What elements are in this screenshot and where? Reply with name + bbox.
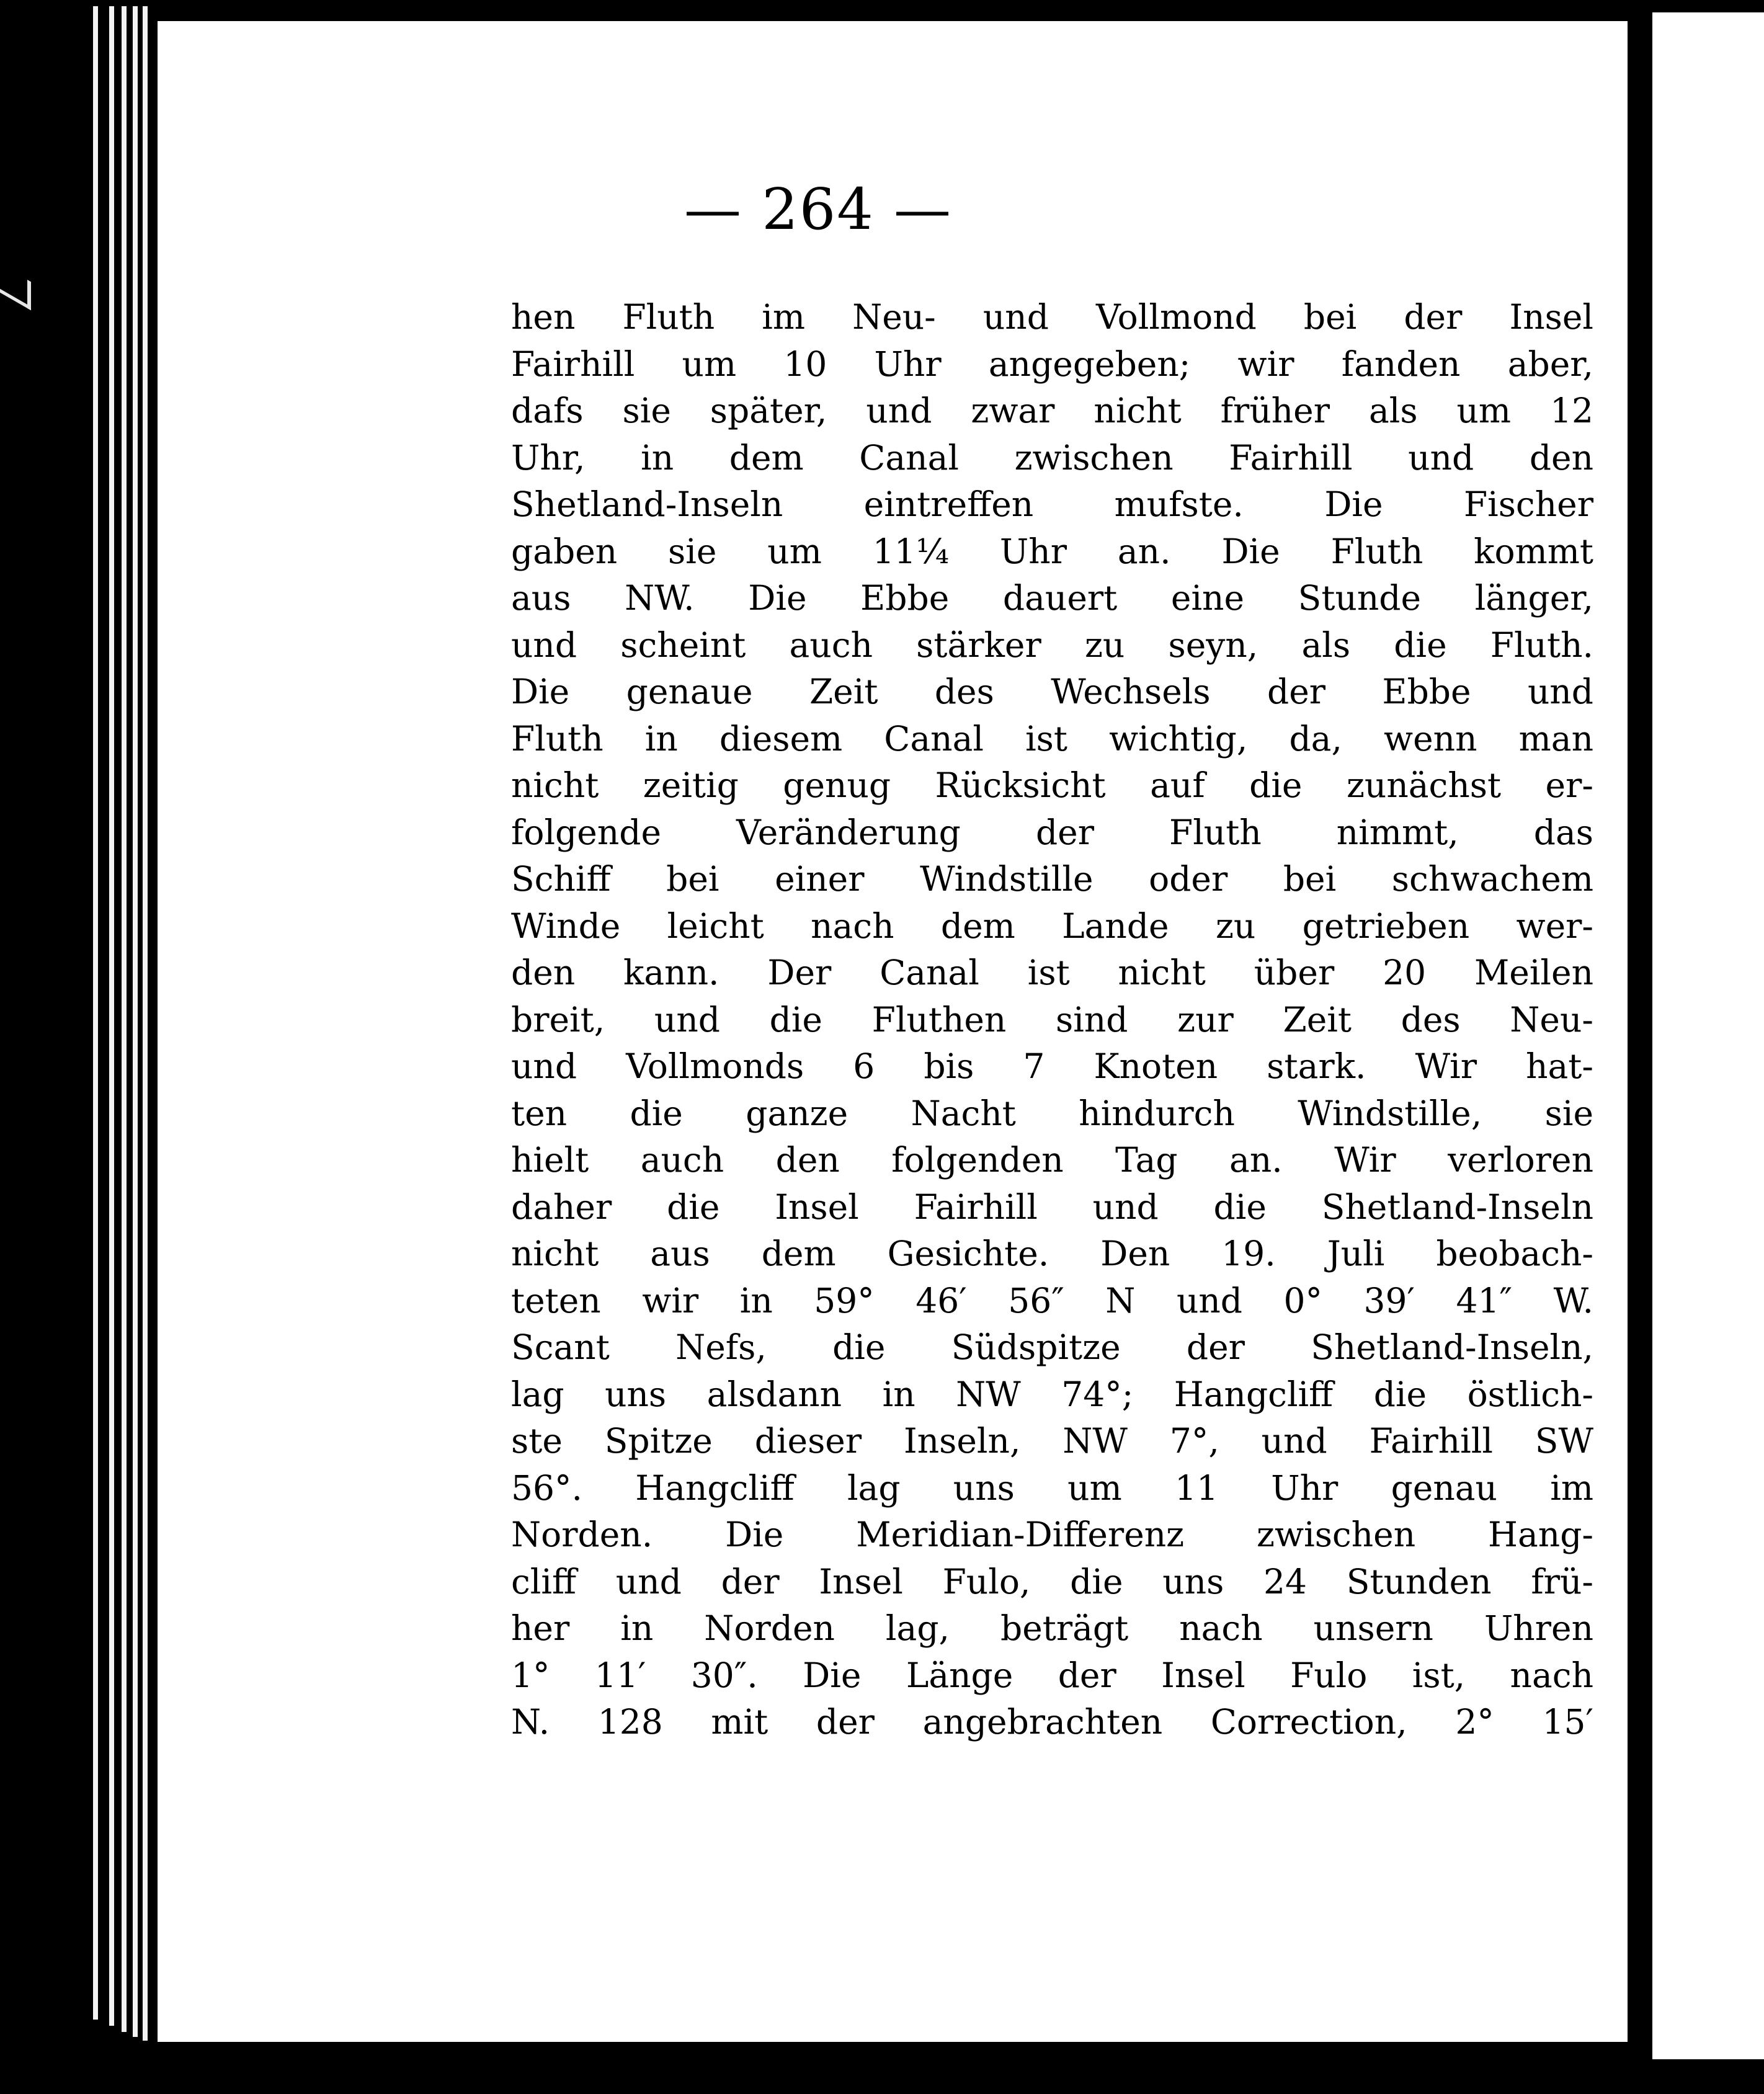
text-line: Fairhill um 10 Uhr angegeben; wir fanden aber,: [511, 344, 1593, 384]
text-line: ste Spitze dieser Inseln, NW 7°, und Fairhill SW: [511, 1421, 1593, 1461]
text-line: Uhr, in dem Canal zwischen Fairhill und den: [511, 437, 1593, 478]
page-number: — 264 —: [684, 176, 953, 243]
book-page: [155, 21, 1628, 2042]
text-line: her in Norden lag, beträgt nach unsern Uhren: [511, 1608, 1593, 1648]
text-line: gaben sie um 11¼ Uhr an. Die Fluth kommt: [511, 531, 1593, 571]
text-line: cliff und der Insel Fulo, die uns 24 Stunden frü-: [511, 1561, 1593, 1602]
text-line: ten die ganze Nacht hindurch Windstille, sie: [511, 1093, 1593, 1133]
text-line: Schiff bei einer Windstille oder bei schwachem: [511, 859, 1593, 899]
text-line: daher die Insel Fairhill und die Shetland-Inseln: [511, 1187, 1593, 1227]
text-line: folgende Veränderung der Fluth nimmt, das: [511, 812, 1593, 852]
facing-page-edge: [1652, 12, 1764, 2059]
text-line: aus NW. Die Ebbe dauert eine Stunde länger,: [511, 578, 1593, 618]
page-edge: [143, 6, 148, 2041]
text-line: Fluth in diesem Canal ist wichtig, da, wenn man: [511, 718, 1593, 759]
text-line: hen Fluth im Neu- und Vollmond bei der Insel: [511, 297, 1593, 337]
text-line: lag uns alsdann in NW 74°; Hangcliff die östlich-: [511, 1374, 1593, 1414]
text-line: teten wir in 59° 46′ 56″ N und 0° 39′ 41″ W.: [511, 1280, 1593, 1321]
text-line: und scheint auch stärker zu seyn, als die Fluth.: [511, 625, 1593, 665]
text-line: breit, und die Fluthen sind zur Zeit des Neu-: [511, 999, 1593, 1040]
binding-arrow-mark: [0, 264, 31, 311]
page-edge: [122, 6, 127, 2032]
text-line: 1° 11′ 30″. Die Länge der Insel Fulo ist, nach: [511, 1655, 1593, 1695]
body-text: [511, 294, 1593, 1746]
page-edge: [109, 6, 114, 2026]
text-line: Winde leicht nach dem Lande zu getrieben wer-: [511, 906, 1593, 946]
text-line: nicht zeitig genug Rücksicht auf die zunächst er-: [511, 765, 1593, 805]
text-line: Die genaue Zeit des Wechsels der Ebbe und: [511, 672, 1593, 711]
text-line: den kann. Der Canal ist nicht über 20 Meilen: [511, 953, 1593, 992]
text-line: hielt auch den folgenden Tag an. Wir verloren: [511, 1140, 1593, 1180]
text-line: N. 128 mit der angebrachten Correction, 2° 15′: [511, 1702, 1593, 1742]
text-line: nicht aus dem Gesichte. Den 19. Juli beobach-: [511, 1234, 1593, 1273]
text-line: 56°. Hangcliff lag uns um 11 Uhr genau im: [511, 1468, 1593, 1508]
text-line: Norden. Die Meridian-Differenz zwischen Hang-: [511, 1515, 1593, 1554]
text-line: und Vollmonds 6 bis 7 Knoten stark. Wir hat-: [511, 1046, 1593, 1086]
text-line: Shetland-Inseln eintreffen mufste. Die Fischer: [511, 484, 1593, 524]
text-line: Scant Nefs, die Südspitze der Shetland-Inseln,: [511, 1327, 1593, 1367]
page-edge: [133, 6, 138, 2037]
text-line: dafs sie später, und zwar nicht früher als um 12: [511, 391, 1593, 430]
page-edge: [93, 6, 98, 2020]
